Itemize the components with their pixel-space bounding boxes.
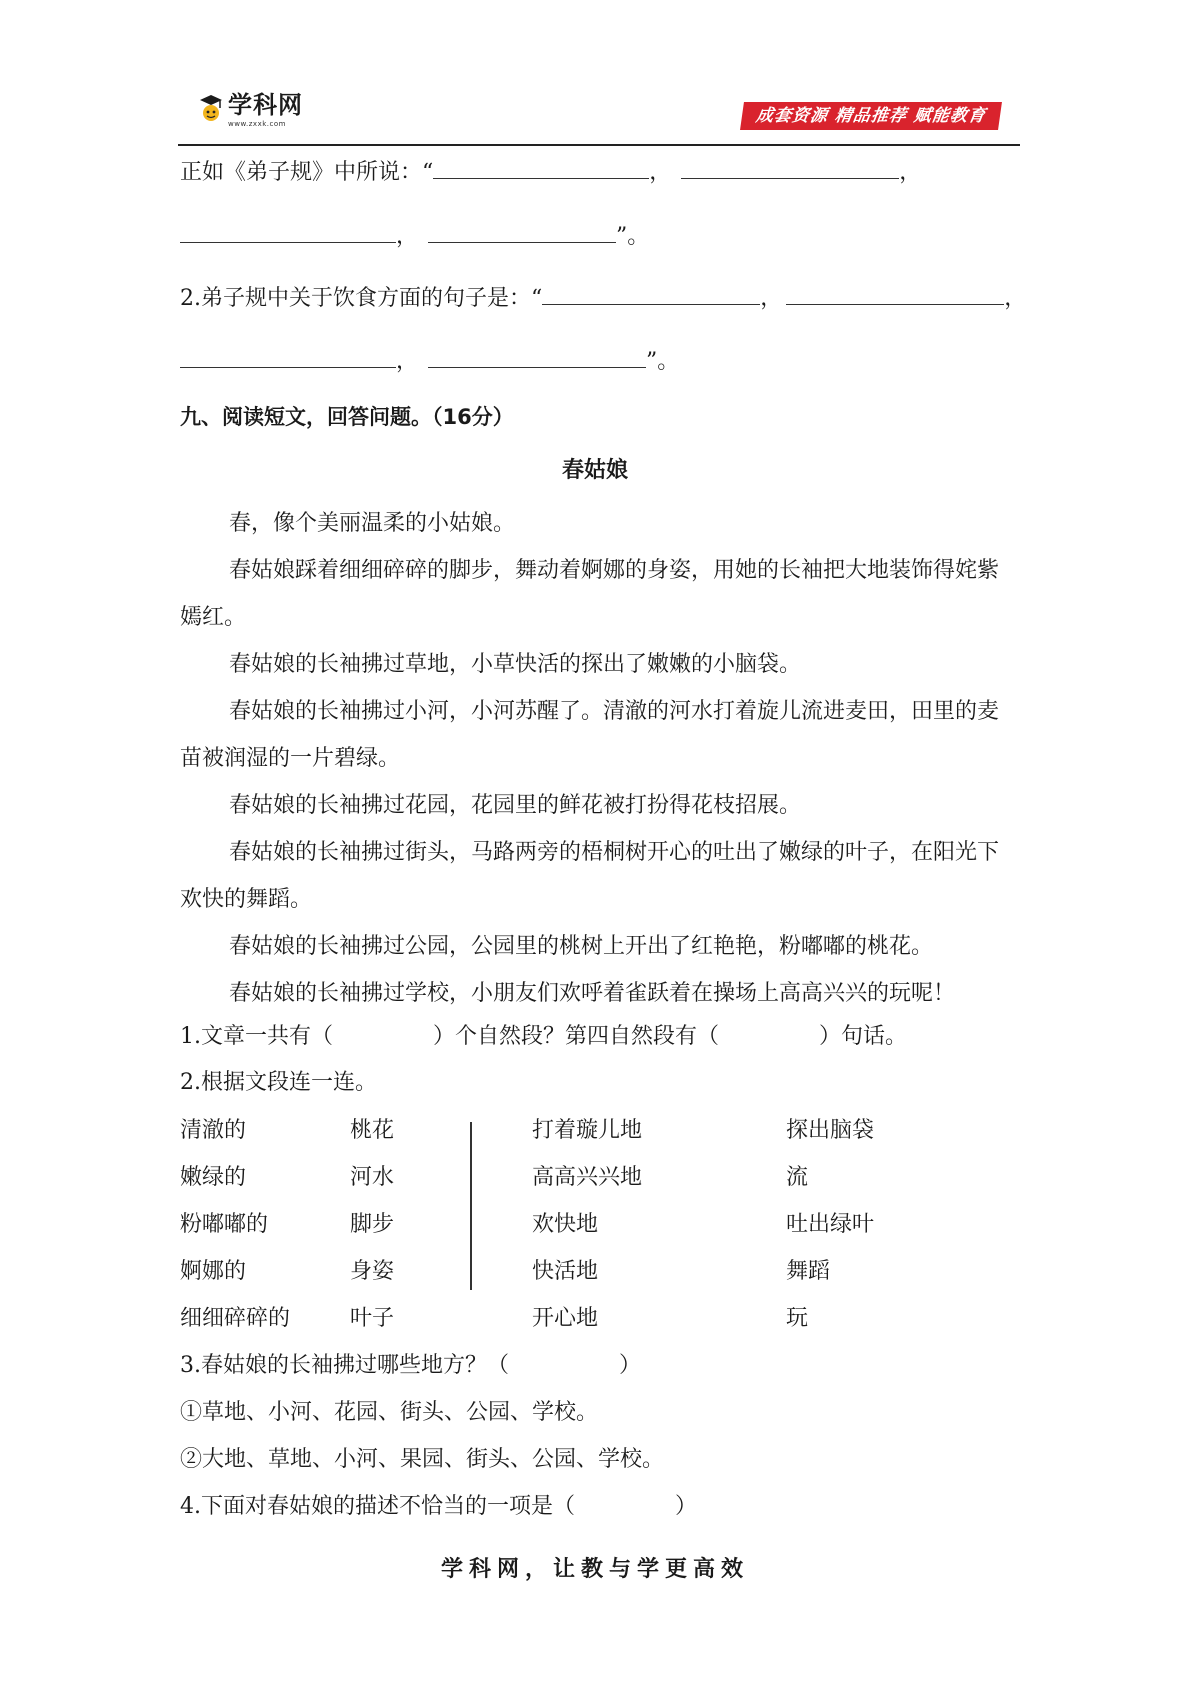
match-item[interactable]: 身姿 [350, 1259, 395, 1284]
q3-option-1[interactable]: ①草地、小河、花园、街头、公园、学校。 [180, 1400, 599, 1425]
match-item[interactable]: 开心地 [532, 1306, 599, 1331]
match-item[interactable]: 探出脑袋 [786, 1118, 875, 1143]
answer-blank[interactable] [542, 282, 760, 305]
match-col-4 [786, 1116, 874, 1351]
match-item[interactable]: 脚步 [350, 1212, 395, 1237]
paragraph: 春姑娘的长袖拂过学校，小朋友们欢呼着雀跃着在操场上高高兴兴的玩呢！ [229, 981, 956, 1006]
match-item[interactable]: 河水 [350, 1165, 395, 1190]
graduate-cap-icon [198, 92, 224, 126]
paragraph: 春姑娘的长袖拂过草地，小草快活的探出了嫩嫩的小脑袋。 [229, 652, 802, 677]
paragraph: 春姑娘的长袖拂过小河，小河苏醒了。清澈的河水打着旋儿流进麦田，田里的麦苗被润湿的一片碧绿。 [180, 699, 1000, 771]
answer-blank[interactable] [180, 220, 396, 243]
logo-text: 学科网 [228, 91, 303, 119]
match-col-3 [532, 1116, 642, 1351]
answer-blank[interactable] [681, 156, 899, 179]
match-item[interactable]: 细细碎碎的 [180, 1306, 291, 1331]
match-item[interactable]: 高高兴兴地 [532, 1165, 643, 1190]
match-item[interactable]: 流 [786, 1165, 809, 1190]
logo-url: www.zxxk.com [228, 120, 286, 128]
q8-q2-line1: 2.弟子规中关于饮食方面的句子是：“ ， ， [180, 282, 1026, 314]
match-col-1 [180, 1116, 290, 1351]
match-item[interactable]: 叶子 [350, 1306, 395, 1331]
match-item[interactable]: 桃花 [350, 1118, 395, 1143]
paragraph: 春姑娘的长袖拂过街头，马路两旁的梧桐树开心的吐出了嫩绿的叶子，在阳光下欢快的舞蹈。 [180, 840, 1000, 912]
match-item[interactable]: 玩 [786, 1306, 809, 1331]
answer-blank[interactable] [433, 156, 649, 179]
question-1: 1.文章一共有（ ）个自然段？第四自然段有（ ）句话。 [180, 1024, 908, 1049]
match-item[interactable]: 打着璇儿地 [532, 1118, 643, 1143]
q8-q2-line2: ， ”。 [180, 345, 679, 377]
match-col-2 [350, 1116, 394, 1351]
q8-line2: ， ”。 [180, 220, 649, 252]
match-item[interactable]: 清澈的 [180, 1118, 247, 1143]
section-title: 九、阅读短文，回答问题。（16分） [180, 405, 514, 429]
paragraph: 春，像个美丽温柔的小姑娘。 [229, 511, 516, 536]
q8-line1: 正如《弟子规》中所说：“ ， ， [180, 156, 921, 188]
match-item[interactable]: 嫩绿的 [180, 1165, 247, 1190]
site-logo [198, 92, 303, 132]
match-item[interactable]: 欢快地 [532, 1212, 599, 1237]
match-divider [470, 1122, 472, 1290]
match-item[interactable]: 吐出绿叶 [786, 1212, 875, 1237]
answer-blank[interactable] [180, 345, 396, 368]
match-item[interactable]: 舞蹈 [786, 1259, 831, 1284]
answer-blank[interactable] [428, 345, 646, 368]
question-2: 2.根据文段连一连。 [180, 1070, 377, 1095]
footer-slogan: 学科网，让教与学更高效 [440, 1556, 749, 1582]
header-divider [178, 144, 1020, 146]
paragraph: 春姑娘的长袖拂过公园，公园里的桃树上开出了红艳艳，粉嘟嘟的桃花。 [229, 934, 934, 959]
match-item[interactable]: 粉嘟嘟的 [180, 1212, 269, 1237]
slogan-badge: 成套资源 精品推荐 赋能教育 [740, 102, 1002, 130]
paragraph: 春姑娘踩着细细碎碎的脚步，舞动着婀娜的身姿，用她的长袖把大地装饰得姹紫嫣红。 [180, 558, 1000, 630]
article-title: 春姑娘 [561, 458, 628, 483]
question-4: 4.下面对春姑娘的描述不恰当的一项是（ ） [180, 1494, 698, 1519]
q3-option-2[interactable]: ②大地、草地、小河、果园、街头、公园、学校。 [180, 1447, 665, 1472]
paragraph: 春姑娘的长袖拂过花园，花园里的鲜花被打扮得花枝招展。 [229, 793, 802, 818]
answer-blank[interactable] [428, 220, 616, 243]
match-item[interactable]: 婀娜的 [180, 1259, 247, 1284]
article-body [180, 500, 1020, 1017]
answer-blank[interactable] [786, 282, 1004, 305]
match-item[interactable]: 快活地 [532, 1259, 599, 1284]
question-3: 3.春姑娘的长袖拂过哪些地方？（ ） [180, 1353, 642, 1378]
